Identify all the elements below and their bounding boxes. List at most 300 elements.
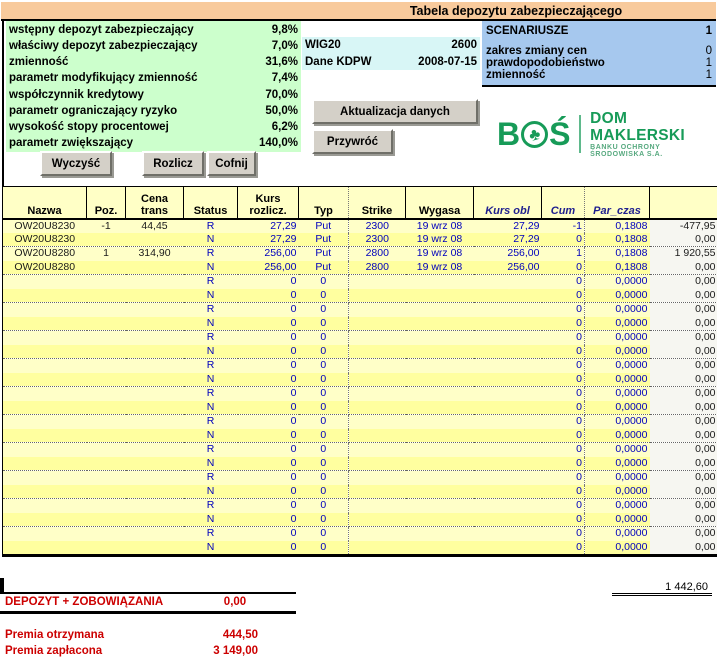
cell-par-czas[interactable]: 0,0000 — [585, 401, 650, 415]
cell-kurs-obl[interactable] — [474, 331, 542, 345]
cell-nazwa[interactable] — [3, 485, 87, 499]
cell-nazwa[interactable] — [3, 429, 87, 443]
cell-kurs-rozlicz[interactable]: 27,29 — [238, 233, 299, 247]
clear-button[interactable]: Wyczyść — [40, 151, 112, 176]
cell-cena-trans[interactable] — [126, 373, 184, 387]
cell-typ[interactable]: Put — [299, 219, 349, 233]
cell-cum[interactable]: 0 — [542, 303, 585, 317]
cell-wygasa[interactable] — [406, 373, 474, 387]
cell-par-czas[interactable]: 0,0000 — [585, 471, 650, 485]
cell-nazwa[interactable] — [3, 513, 87, 527]
cell-status[interactable]: N — [184, 261, 238, 275]
cell-kurs-rozlicz[interactable]: 0 — [238, 485, 299, 499]
cell-poz[interactable] — [87, 443, 126, 457]
scenarios-title-value[interactable]: 1 — [705, 25, 712, 37]
cell-poz[interactable] — [87, 345, 126, 359]
cell-kurs-rozlicz[interactable]: 0 — [238, 401, 299, 415]
cell-par-czas[interactable]: 0,0000 — [585, 345, 650, 359]
cell-par-czas[interactable]: 0,1808 — [585, 219, 650, 233]
cell-status[interactable]: R — [184, 219, 238, 233]
cell-status[interactable]: R — [184, 303, 238, 317]
cell-kurs-rozlicz[interactable]: 0 — [238, 275, 299, 289]
cell-strike[interactable] — [349, 415, 406, 429]
cell-typ[interactable]: 0 — [299, 443, 349, 457]
cell-poz[interactable] — [87, 331, 126, 345]
cell-cena-trans[interactable] — [126, 359, 184, 373]
cell-kurs-obl[interactable] — [474, 513, 542, 527]
cell-poz[interactable] — [87, 415, 126, 429]
premium-paid-value[interactable]: 3 149,00 — [213, 645, 258, 657]
cell-par-czas[interactable]: 0,0000 — [585, 303, 650, 317]
cell-kurs-rozlicz[interactable]: 256,00 — [238, 261, 299, 275]
cell-kurs-rozlicz[interactable]: 0 — [238, 429, 299, 443]
cell-cum[interactable]: 1 — [542, 247, 585, 261]
cell-kurs-rozlicz[interactable]: 0 — [238, 457, 299, 471]
cell-poz[interactable] — [87, 289, 126, 303]
cell-typ[interactable]: 0 — [299, 457, 349, 471]
cell-nazwa[interactable]: OW20U8280 — [3, 247, 87, 261]
cell-cum[interactable]: 0 — [542, 485, 585, 499]
cell-kurs-obl[interactable] — [474, 471, 542, 485]
cell-cum[interactable]: 0 — [542, 289, 585, 303]
cell-cena-trans[interactable]: 314,90 — [126, 247, 184, 261]
cell-par-czas[interactable]: 0,0000 — [585, 289, 650, 303]
cell-strike[interactable] — [349, 373, 406, 387]
cell-wygasa[interactable] — [406, 303, 474, 317]
cell-typ[interactable]: 0 — [299, 527, 349, 541]
cell-strike[interactable] — [349, 429, 406, 443]
cell-kurs-obl[interactable] — [474, 485, 542, 499]
cell-wartosc[interactable]: 0,00 — [650, 345, 717, 359]
cell-cena-trans[interactable] — [126, 401, 184, 415]
update-data-button[interactable]: Aktualizacja danych — [312, 99, 478, 124]
cell-kurs-rozlicz[interactable]: 0 — [238, 303, 299, 317]
cell-poz[interactable] — [87, 541, 126, 556]
cell-kurs-rozlicz[interactable]: 0 — [238, 317, 299, 331]
cell-par-czas[interactable]: 0,0000 — [585, 373, 650, 387]
cell-kurs-obl[interactable]: 256,00 — [474, 261, 542, 275]
cell-kurs-obl[interactable] — [474, 345, 542, 359]
cell-kurs-rozlicz[interactable]: 0 — [238, 443, 299, 457]
cell-par-czas[interactable]: 0,0000 — [585, 485, 650, 499]
cell-cena-trans[interactable] — [126, 485, 184, 499]
cell-nazwa[interactable] — [3, 541, 87, 556]
cell-cum[interactable]: 0 — [542, 233, 585, 247]
cell-nazwa[interactable] — [3, 359, 87, 373]
cell-poz[interactable] — [87, 359, 126, 373]
cell-strike[interactable] — [349, 485, 406, 499]
parameter-value[interactable]: 9,8% — [271, 24, 298, 37]
cell-nazwa[interactable] — [3, 303, 87, 317]
cell-kurs-rozlicz[interactable]: 0 — [238, 359, 299, 373]
cell-kurs-rozlicz[interactable]: 0 — [238, 373, 299, 387]
cell-strike[interactable] — [349, 499, 406, 513]
cell-wartosc[interactable]: 0,00 — [650, 457, 717, 471]
cell-wygasa[interactable] — [406, 541, 474, 556]
cell-wartosc[interactable]: 0,00 — [650, 387, 717, 401]
cell-nazwa[interactable] — [3, 387, 87, 401]
cell-typ[interactable]: 0 — [299, 485, 349, 499]
cell-typ[interactable]: 0 — [299, 331, 349, 345]
cell-kurs-obl[interactable] — [474, 303, 542, 317]
cell-wartosc[interactable]: 0,00 — [650, 429, 717, 443]
cell-strike[interactable]: 2300 — [349, 233, 406, 247]
cell-cena-trans[interactable] — [126, 527, 184, 541]
cell-typ[interactable]: 0 — [299, 275, 349, 289]
cell-poz[interactable] — [87, 373, 126, 387]
cell-poz[interactable] — [87, 317, 126, 331]
cell-par-czas[interactable]: 0,1808 — [585, 247, 650, 261]
cell-typ[interactable]: 0 — [299, 541, 349, 556]
cell-wygasa[interactable] — [406, 485, 474, 499]
cell-cum[interactable]: 0 — [542, 275, 585, 289]
cell-nazwa[interactable] — [3, 401, 87, 415]
cell-status[interactable]: R — [184, 471, 238, 485]
cell-cum[interactable]: 0 — [542, 387, 585, 401]
cell-wartosc[interactable]: -477,95 — [650, 219, 717, 233]
cell-wartosc[interactable]: 0,00 — [650, 443, 717, 457]
cell-status[interactable]: R — [184, 499, 238, 513]
cell-kurs-rozlicz[interactable]: 0 — [238, 471, 299, 485]
cell-poz[interactable] — [87, 457, 126, 471]
cell-kurs-rozlicz[interactable]: 0 — [238, 499, 299, 513]
cell-par-czas[interactable]: 0,0000 — [585, 429, 650, 443]
cell-strike[interactable]: 2800 — [349, 247, 406, 261]
undo-button[interactable]: Cofnij — [207, 151, 256, 176]
cell-nazwa[interactable] — [3, 527, 87, 541]
cell-cena-trans[interactable] — [126, 541, 184, 556]
cell-kurs-obl[interactable] — [474, 275, 542, 289]
cell-wygasa[interactable]: 19 wrz 08 — [406, 233, 474, 247]
cell-strike[interactable] — [349, 331, 406, 345]
cell-cum[interactable]: 0 — [542, 527, 585, 541]
cell-cena-trans[interactable] — [126, 275, 184, 289]
cell-poz[interactable] — [87, 303, 126, 317]
cell-poz[interactable] — [87, 485, 126, 499]
cell-typ[interactable]: 0 — [299, 387, 349, 401]
cell-wygasa[interactable] — [406, 359, 474, 373]
cell-nazwa[interactable] — [3, 373, 87, 387]
cell-wartosc[interactable]: 0,00 — [650, 541, 717, 556]
cell-wygasa[interactable] — [406, 415, 474, 429]
cell-kurs-obl[interactable] — [474, 499, 542, 513]
cell-status[interactable]: R — [184, 415, 238, 429]
parameter-value[interactable]: 140,0% — [258, 136, 298, 149]
cell-poz[interactable]: 1 — [87, 247, 126, 261]
cell-par-czas[interactable]: 0,1808 — [585, 261, 650, 275]
cell-strike[interactable] — [349, 527, 406, 541]
scenario-value[interactable]: 1 — [705, 69, 712, 81]
parameter-value[interactable]: 50,0% — [265, 104, 298, 117]
cell-nazwa[interactable] — [3, 331, 87, 345]
cell-status[interactable]: N — [184, 457, 238, 471]
cell-wygasa[interactable] — [406, 275, 474, 289]
cell-cum[interactable]: 0 — [542, 345, 585, 359]
cell-wartosc[interactable]: 0,00 — [650, 415, 717, 429]
cell-wygasa[interactable] — [406, 345, 474, 359]
cell-wartosc[interactable]: 0,00 — [650, 401, 717, 415]
cell-wygasa[interactable] — [406, 457, 474, 471]
cell-wartosc[interactable]: 0,00 — [650, 233, 717, 247]
cell-cum[interactable]: 0 — [542, 261, 585, 275]
deposit-obligations-value[interactable]: 0,00 — [223, 596, 247, 608]
cell-status[interactable]: N — [184, 345, 238, 359]
cell-status[interactable]: R — [184, 331, 238, 345]
cell-nazwa[interactable]: OW20U8230 — [3, 219, 87, 233]
parameter-value[interactable]: 31,6% — [265, 56, 298, 69]
cell-status[interactable]: R — [184, 359, 238, 373]
cell-poz[interactable] — [87, 429, 126, 443]
cell-wartosc[interactable]: 0,00 — [650, 317, 717, 331]
cell-cum[interactable]: 0 — [542, 331, 585, 345]
cell-strike[interactable] — [349, 289, 406, 303]
cell-status[interactable]: N — [184, 317, 238, 331]
cell-strike[interactable] — [349, 317, 406, 331]
cell-par-czas[interactable]: 0,0000 — [585, 541, 650, 556]
cell-kurs-rozlicz[interactable]: 0 — [238, 527, 299, 541]
cell-strike[interactable] — [349, 345, 406, 359]
cell-nazwa[interactable] — [3, 317, 87, 331]
cell-kurs-rozlicz[interactable]: 256,00 — [238, 247, 299, 261]
cell-typ[interactable]: 0 — [299, 429, 349, 443]
cell-wygasa[interactable] — [406, 513, 474, 527]
cell-wartosc[interactable]: 0,00 — [650, 303, 717, 317]
cell-strike[interactable] — [349, 275, 406, 289]
cell-typ[interactable]: Put — [299, 247, 349, 261]
cell-typ[interactable]: 0 — [299, 303, 349, 317]
parameter-value[interactable]: 70,0% — [265, 88, 298, 101]
cell-wartosc[interactable]: 0,00 — [650, 359, 717, 373]
cell-kurs-obl[interactable] — [474, 527, 542, 541]
cell-nazwa[interactable] — [3, 415, 87, 429]
cell-poz[interactable] — [87, 401, 126, 415]
cell-kurs-obl[interactable]: 27,29 — [474, 233, 542, 247]
cell-kurs-obl[interactable] — [474, 401, 542, 415]
cell-par-czas[interactable]: 0,0000 — [585, 457, 650, 471]
cell-wartosc[interactable]: 0,00 — [650, 289, 717, 303]
cell-par-czas[interactable]: 0,0000 — [585, 513, 650, 527]
cell-kurs-rozlicz[interactable]: 27,29 — [238, 219, 299, 233]
cell-cum[interactable]: 0 — [542, 471, 585, 485]
cell-strike[interactable] — [349, 457, 406, 471]
cell-status[interactable]: R — [184, 275, 238, 289]
cell-nazwa[interactable] — [3, 471, 87, 485]
cell-typ[interactable]: 0 — [299, 513, 349, 527]
cell-wygasa[interactable] — [406, 527, 474, 541]
cell-wygasa[interactable]: 19 wrz 08 — [406, 247, 474, 261]
cell-wygasa[interactable] — [406, 429, 474, 443]
cell-kurs-obl[interactable]: 27,29 — [474, 219, 542, 233]
cell-cena-trans[interactable] — [126, 513, 184, 527]
cell-wygasa[interactable] — [406, 289, 474, 303]
cell-kurs-rozlicz[interactable]: 0 — [238, 289, 299, 303]
cell-cum[interactable]: 0 — [542, 429, 585, 443]
cell-par-czas[interactable]: 0,0000 — [585, 317, 650, 331]
settle-button[interactable]: Rozlicz — [142, 151, 204, 176]
grand-total-cell[interactable]: 1 442,60 — [612, 581, 712, 596]
cell-wygasa[interactable] — [406, 331, 474, 345]
cell-kurs-rozlicz[interactable]: 0 — [238, 331, 299, 345]
cell-typ[interactable]: 0 — [299, 345, 349, 359]
cell-wartosc[interactable]: 1 920,55 — [650, 247, 717, 261]
cell-typ[interactable]: 0 — [299, 373, 349, 387]
cell-kurs-obl[interactable] — [474, 429, 542, 443]
cell-strike[interactable] — [349, 303, 406, 317]
cell-par-czas[interactable]: 0,0000 — [585, 527, 650, 541]
cell-nazwa[interactable] — [3, 275, 87, 289]
cell-cena-trans[interactable]: 44,45 — [126, 219, 184, 233]
cell-cena-trans[interactable] — [126, 471, 184, 485]
cell-kurs-obl[interactable] — [474, 443, 542, 457]
cell-wartosc[interactable]: 0,00 — [650, 331, 717, 345]
cell-strike[interactable] — [349, 387, 406, 401]
cell-cena-trans[interactable] — [126, 261, 184, 275]
cell-par-czas[interactable]: 0,0000 — [585, 443, 650, 457]
cell-cena-trans[interactable] — [126, 429, 184, 443]
cell-typ[interactable]: 0 — [299, 359, 349, 373]
cell-cum[interactable]: -1 — [542, 219, 585, 233]
cell-typ[interactable]: 0 — [299, 317, 349, 331]
cell-cum[interactable]: 0 — [542, 457, 585, 471]
cell-strike[interactable] — [349, 359, 406, 373]
cell-cena-trans[interactable] — [126, 331, 184, 345]
cell-kurs-obl[interactable] — [474, 415, 542, 429]
cell-nazwa[interactable] — [3, 443, 87, 457]
cell-kurs-obl[interactable] — [474, 373, 542, 387]
cell-poz[interactable] — [87, 233, 126, 247]
cell-cum[interactable]: 0 — [542, 513, 585, 527]
cell-status[interactable]: N — [184, 429, 238, 443]
cell-par-czas[interactable]: 0,0000 — [585, 415, 650, 429]
cell-strike[interactable]: 2800 — [349, 261, 406, 275]
cell-cena-trans[interactable] — [126, 443, 184, 457]
parameter-value[interactable]: 6,2% — [271, 120, 298, 133]
cell-par-czas[interactable]: 0,0000 — [585, 499, 650, 513]
cell-status[interactable]: R — [184, 387, 238, 401]
cell-wartosc[interactable]: 0,00 — [650, 485, 717, 499]
cell-kurs-obl[interactable] — [474, 359, 542, 373]
cell-nazwa[interactable]: OW20U8280 — [3, 261, 87, 275]
cell-par-czas[interactable]: 0,0000 — [585, 387, 650, 401]
cell-typ[interactable]: Put — [299, 233, 349, 247]
cell-cena-trans[interactable] — [126, 317, 184, 331]
scenario-value[interactable]: 0 — [705, 45, 712, 57]
cell-nazwa[interactable] — [3, 289, 87, 303]
cell-nazwa[interactable] — [3, 499, 87, 513]
cell-poz[interactable] — [87, 499, 126, 513]
cell-cena-trans[interactable] — [126, 233, 184, 247]
cell-strike[interactable] — [349, 513, 406, 527]
cell-status[interactable]: N — [184, 401, 238, 415]
cell-strike[interactable] — [349, 471, 406, 485]
cell-typ[interactable]: 0 — [299, 401, 349, 415]
cell-nazwa[interactable] — [3, 345, 87, 359]
cell-wartosc[interactable]: 0,00 — [650, 499, 717, 513]
cell-typ[interactable]: 0 — [299, 471, 349, 485]
cell-cena-trans[interactable] — [126, 499, 184, 513]
source-date[interactable]: 2008-07-15 — [418, 55, 477, 68]
cell-poz[interactable] — [87, 261, 126, 275]
cell-cum[interactable]: 0 — [542, 401, 585, 415]
cell-cena-trans[interactable] — [126, 289, 184, 303]
cell-cena-trans[interactable] — [126, 303, 184, 317]
cell-status[interactable]: N — [184, 513, 238, 527]
cell-wygasa[interactable]: 19 wrz 08 — [406, 261, 474, 275]
cell-status[interactable]: N — [184, 373, 238, 387]
cell-wygasa[interactable] — [406, 317, 474, 331]
cell-wygasa[interactable]: 19 wrz 08 — [406, 219, 474, 233]
cell-poz[interactable] — [87, 275, 126, 289]
cell-kurs-obl[interactable] — [474, 541, 542, 556]
cell-cena-trans[interactable] — [126, 387, 184, 401]
cell-kurs-obl[interactable] — [474, 317, 542, 331]
cell-kurs-obl[interactable] — [474, 457, 542, 471]
cell-poz[interactable] — [87, 387, 126, 401]
cell-wartosc[interactable]: 0,00 — [650, 275, 717, 289]
cell-status[interactable]: N — [184, 485, 238, 499]
cell-kurs-rozlicz[interactable]: 0 — [238, 541, 299, 556]
cell-status[interactable]: N — [184, 541, 238, 556]
cell-wartosc[interactable]: 0,00 — [650, 261, 717, 275]
cell-strike[interactable]: 2300 — [349, 219, 406, 233]
cell-wygasa[interactable] — [406, 499, 474, 513]
cell-typ[interactable]: 0 — [299, 499, 349, 513]
cell-cena-trans[interactable] — [126, 415, 184, 429]
cell-status[interactable]: R — [184, 443, 238, 457]
cell-poz[interactable]: -1 — [87, 219, 126, 233]
cell-status[interactable]: N — [184, 289, 238, 303]
cell-cum[interactable]: 0 — [542, 317, 585, 331]
cell-wartosc[interactable]: 0,00 — [650, 513, 717, 527]
cell-status[interactable]: N — [184, 233, 238, 247]
cell-kurs-rozlicz[interactable]: 0 — [238, 415, 299, 429]
cell-strike[interactable] — [349, 443, 406, 457]
cell-cum[interactable]: 0 — [542, 499, 585, 513]
scenario-value[interactable]: 1 — [705, 57, 712, 69]
cell-wartosc[interactable]: 0,00 — [650, 373, 717, 387]
cell-kurs-rozlicz[interactable]: 0 — [238, 345, 299, 359]
cell-nazwa[interactable]: OW20U8230 — [3, 233, 87, 247]
cell-cena-trans[interactable] — [126, 345, 184, 359]
parameter-value[interactable]: 7,4% — [271, 72, 298, 85]
cell-kurs-obl[interactable]: 256,00 — [474, 247, 542, 261]
cell-strike[interactable] — [349, 541, 406, 556]
cell-poz[interactable] — [87, 471, 126, 485]
cell-poz[interactable] — [87, 513, 126, 527]
cell-typ[interactable]: 0 — [299, 415, 349, 429]
cell-wygasa[interactable] — [406, 471, 474, 485]
cell-cum[interactable]: 0 — [542, 415, 585, 429]
cell-kurs-rozlicz[interactable]: 0 — [238, 513, 299, 527]
cell-cum[interactable]: 0 — [542, 373, 585, 387]
cell-cum[interactable]: 0 — [542, 541, 585, 556]
restore-button[interactable]: Przywróć — [312, 129, 393, 154]
cell-wartosc[interactable]: 0,00 — [650, 471, 717, 485]
cell-par-czas[interactable]: 0,0000 — [585, 359, 650, 373]
cell-typ[interactable]: Put — [299, 261, 349, 275]
cell-wygasa[interactable] — [406, 443, 474, 457]
cell-kurs-obl[interactable] — [474, 387, 542, 401]
cell-wartosc[interactable]: 0,00 — [650, 527, 717, 541]
cell-strike[interactable] — [349, 401, 406, 415]
cell-status[interactable]: R — [184, 247, 238, 261]
index-value[interactable]: 2600 — [451, 39, 477, 52]
cell-kurs-obl[interactable] — [474, 289, 542, 303]
cell-cum[interactable]: 0 — [542, 359, 585, 373]
cell-cena-trans[interactable] — [126, 457, 184, 471]
cell-par-czas[interactable]: 0,0000 — [585, 331, 650, 345]
cell-status[interactable]: R — [184, 527, 238, 541]
